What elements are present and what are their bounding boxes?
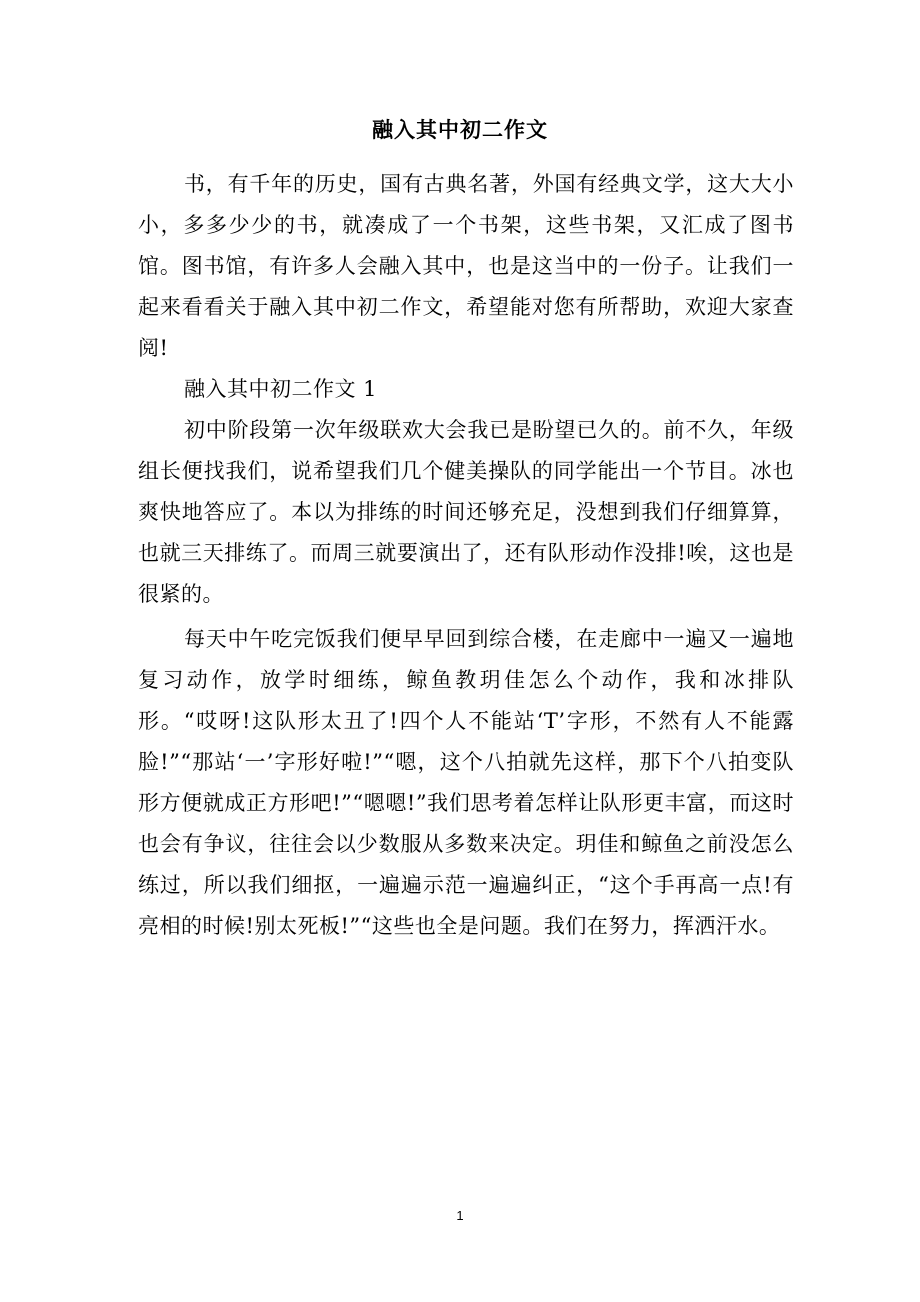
intro-paragraph: 书，有千年的历史，国有古典名著，外国有经典文学，这大大小小，多多少少的书，就凑成了一个书架，这些书架，又汇成了图书馆。图书馆，有许多人会融入其中，也是这当中的一份子。让我们一起来看看关于融入其中初二作文，希望能对您有所帮助，欢迎大家查阅! [138,172,794,360]
document-title: 融入其中初二作文 [372,117,548,142]
body-paragraph: 每天中午吃完饭我们便早早回到综合楼，在走廊中一遍又一遍地复习动作，放学时细练，鲸鱼教玥佳怎么个动作，我和冰排队形。“哎呀!这队形太丑了!四个人不能站‘T’字形，不然有人不能露脸!”“那站‘一’字形好啦!”“嗯，这个八拍就先这样，那下个八拍变队形方便就成正方形吧!”“嗯嗯!”我们思考着怎样让队形更丰富，而这时也会有争议，往往会以少数服从多数来决定。玥佳和鲸鱼之前没怎么练过，所以我们细抠，一遍遍示范一遍遍纠正，“这个手再高一点!有亮相的时候!别太死板!”“这些也全是问题。我们在努力，挥洒汗水。 [138,627,794,938]
page-number: 1 [456,1208,464,1223]
body-paragraph: 初中阶段第一次年级联欢大会我已是盼望已久的。前不久，年级组长便找我们，说希望我们几个健美操队的同学能出一个节目。冰也爽快地答应了。本以为排练的时间还够充足，没想到我们仔细算算，也就三天排练了。而周三就要演出了，还有队形动作没排!唉，这也是很紧的。 [138,418,794,606]
essay-heading: 融入其中初二作文 1 [184,377,378,401]
document-body [138,164,794,947]
